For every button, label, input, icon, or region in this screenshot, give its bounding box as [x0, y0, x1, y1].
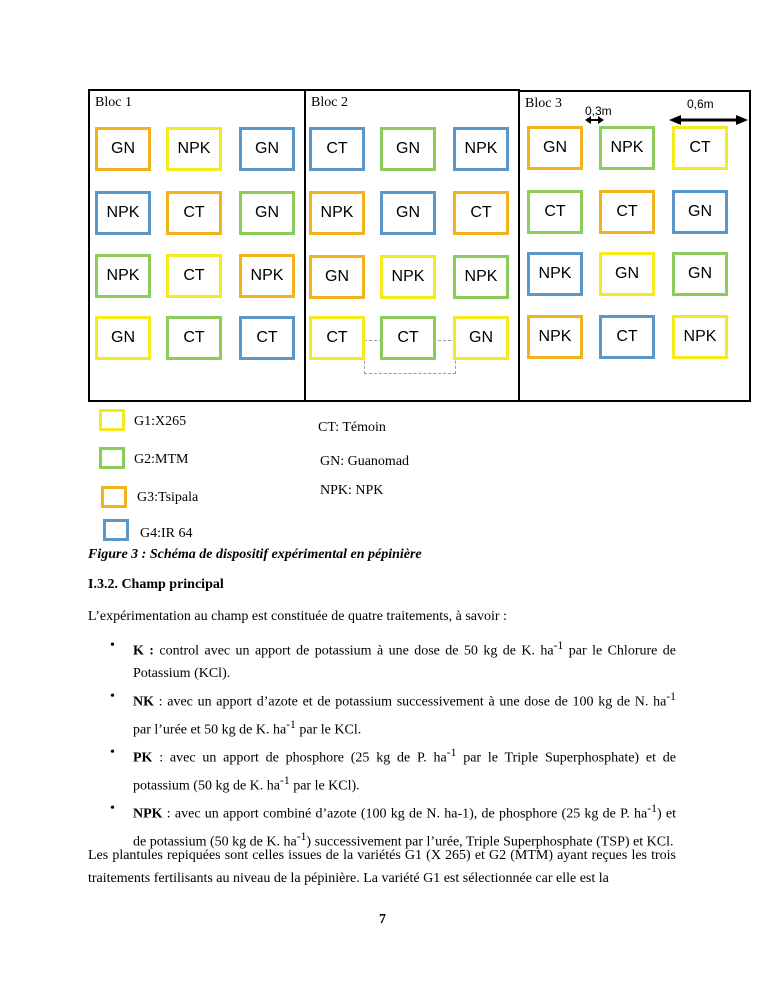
- plot-npk-g2: NPK: [95, 254, 151, 298]
- legend-swatch-g1: [99, 409, 125, 431]
- item-term: PK: [133, 750, 153, 766]
- item-text: control avec un apport de potassium à une dose de 50 kg de K. ha: [153, 643, 554, 659]
- plot-gn-g1: GN: [453, 316, 509, 360]
- plot-gn-g1: GN: [95, 316, 151, 360]
- plot-npk-g3: NPK: [239, 254, 295, 298]
- figure-caption: Figure 3 : Schéma de dispositif expérimental en pépinière: [88, 547, 422, 562]
- plot-gn-g3: GN: [309, 255, 365, 299]
- bloc-label: Bloc 2: [311, 95, 348, 110]
- arrow-icon-large: [669, 115, 748, 125]
- legend-label-g1: G1:X265: [134, 414, 187, 429]
- item-term: NPK: [133, 806, 163, 822]
- legend-treatment-gn: GN: Guanomad: [320, 454, 410, 469]
- legend-treatment-npk: NPK: NPK: [320, 483, 384, 498]
- plot-ct-g1: CT: [309, 316, 365, 360]
- plot-npk-g4: NPK: [453, 127, 509, 171]
- plot-ct-g3: CT: [166, 191, 222, 235]
- plot-gn-g3: GN: [527, 126, 583, 170]
- legend-swatch-g3: [101, 486, 127, 508]
- item-sup: -1: [666, 689, 676, 703]
- item-sup: -1: [553, 639, 564, 652]
- plot-ct-g4: CT: [599, 315, 655, 359]
- legend-label-g3: G3:Tsipala: [137, 490, 199, 505]
- plot-gn-g4: GN: [672, 190, 728, 234]
- closing-paragraph: Les plantules repiquées sont celles issues de la variétés G1 (X 265) et G2 (MTM) ayant reçues les trois traitements fertilisants au niveau de la pépinière. La variété G1 est sélectionnée car elle est la: [88, 848, 676, 886]
- intro-paragraph: L’expérimentation au champ est constituée de quatre traitements, à savoir :: [88, 609, 507, 624]
- arrow-icon-small: [585, 116, 604, 124]
- item-sup: -1: [446, 745, 457, 759]
- legend-label-g2: G2:MTM: [134, 452, 189, 467]
- list-item: [88, 635, 676, 686]
- plot-ct-g4: CT: [309, 127, 365, 171]
- item-term: NK: [133, 694, 154, 710]
- plot-ct-g3: CT: [599, 190, 655, 234]
- plot-ct-g2: CT: [527, 190, 583, 234]
- plot-ct-g1: CT: [166, 254, 222, 298]
- item-sup: -1: [296, 830, 307, 844]
- bloc-label: Bloc 1: [95, 95, 132, 110]
- plot-gn-g2: GN: [239, 191, 295, 235]
- plot-npk-g2: NPK: [599, 126, 655, 170]
- item-text: par le KCl).: [289, 778, 360, 794]
- item-text: par l’urée et 50 kg de K. ha: [133, 722, 287, 738]
- page-number: 7: [379, 912, 386, 927]
- item-text: par le Triple Superphosphate) et de potassium (50 kg de K. ha: [133, 750, 676, 794]
- dimension-small-label: 0,3m: [585, 104, 612, 118]
- plot-gn-g4: GN: [239, 127, 295, 171]
- bloc-label: Bloc 3: [525, 96, 562, 111]
- legend-label-g4: G4:IR 64: [140, 526, 193, 541]
- plot-gn-g2: GN: [672, 252, 728, 296]
- list-item: [88, 686, 676, 742]
- plot-npk-g3: NPK: [309, 191, 365, 235]
- plot-ct-g2: CT: [380, 316, 436, 360]
- legend-swatch-g4: [103, 519, 129, 541]
- section-heading: I.3.2. Champ principal: [88, 577, 224, 592]
- item-sup: -1: [286, 717, 296, 731]
- treatment-list: [88, 635, 676, 855]
- plot-ct-g3: CT: [453, 191, 509, 235]
- item-text: : avec un apport d’azote et de potassium successivement à une dose de 100 kg de N. ha: [154, 694, 667, 710]
- item-text: : avec un apport combiné d’azote (100 kg de N. ha-1), de phosphore (25 kg de P. ha: [162, 806, 648, 822]
- item-sup: -1: [279, 774, 290, 788]
- item-text: ) successivement par l’urée, Triple Superphosphate (TSP) et KCl.: [306, 835, 674, 851]
- plot-ct-g1: CT: [672, 126, 728, 170]
- legend-swatch-g2: [99, 447, 125, 469]
- plot-gn-g1: GN: [599, 252, 655, 296]
- plot-npk-g2: NPK: [453, 255, 509, 299]
- plot-npk-g4: NPK: [527, 252, 583, 296]
- plot-npk-g1: NPK: [380, 255, 436, 299]
- plot-ct-g4: CT: [239, 316, 295, 360]
- item-sup: -1: [647, 802, 657, 816]
- plot-npk-g1: NPK: [672, 315, 728, 359]
- plot-gn-g4: GN: [380, 191, 436, 235]
- plot-npk-g1: NPK: [166, 127, 222, 171]
- plot-gn-g2: GN: [380, 127, 436, 171]
- legend-treatment-ct: CT: Témoin: [318, 420, 386, 435]
- item-text: ) et de potassium (50 kg de K. ha: [133, 806, 676, 851]
- list-item: [88, 742, 676, 798]
- dimension-large-label: 0,6m: [687, 97, 714, 111]
- plot-ct-g2: CT: [166, 316, 222, 360]
- plot-npk-g4: NPK: [95, 191, 151, 235]
- item-text: : avec un apport de phosphore (25 kg de P. ha: [152, 750, 447, 766]
- item-text: par le KCl.: [295, 722, 362, 738]
- plot-npk-g3: NPK: [527, 315, 583, 359]
- item-term: K :: [133, 643, 154, 659]
- plot-gn-g3: GN: [95, 127, 151, 171]
- item-text: par le Chlorure de Potassium (KCl).: [133, 643, 676, 682]
